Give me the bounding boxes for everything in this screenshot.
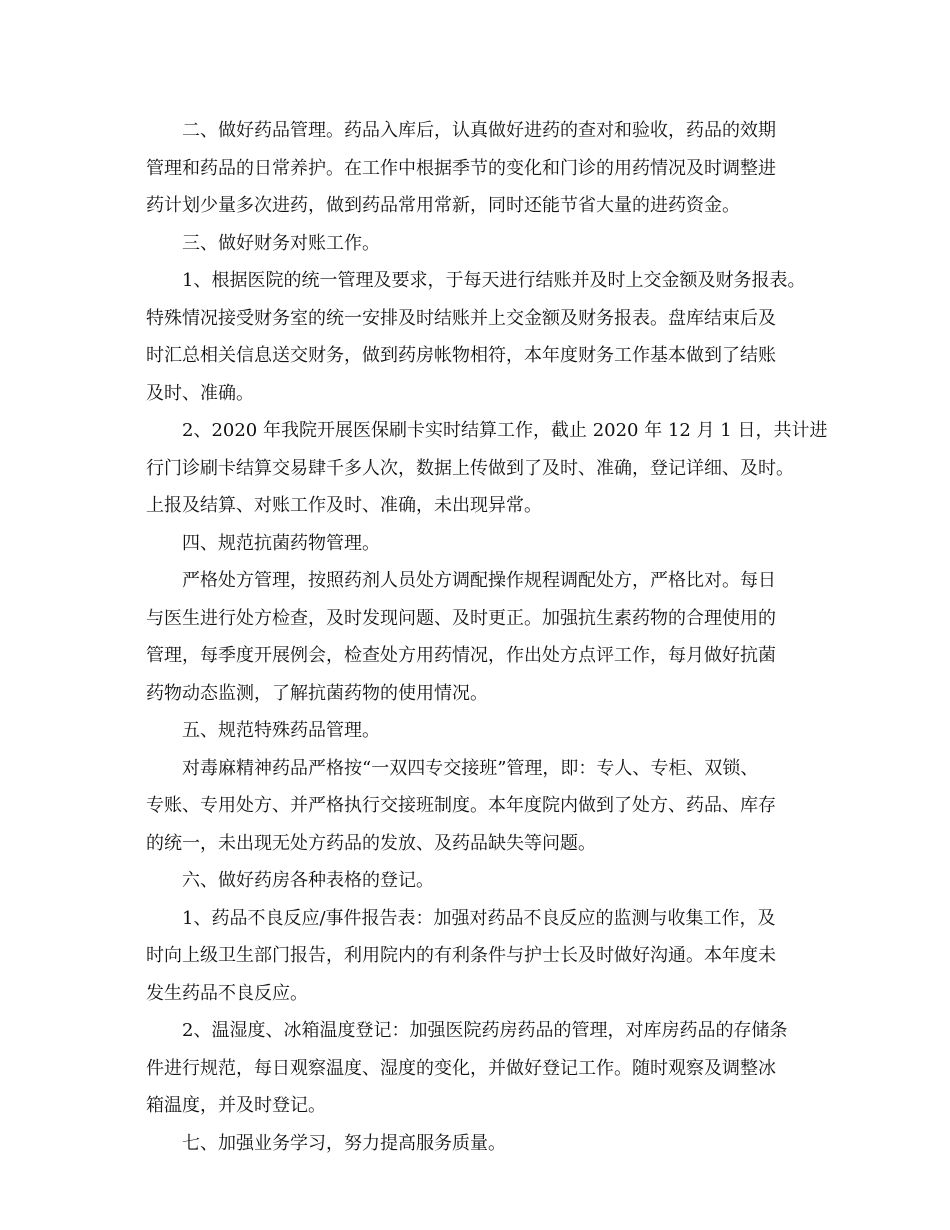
text-line: 1、药品不良反应/事件报告表：加强对药品不良反应的监测与收集工作，及: [182, 907, 776, 929]
text-line: 专账、专用处方、并严格执行交接班制度。本年度院内做到了处方、药品、库存: [146, 795, 776, 816]
text-line: 时汇总相关信息送交财务，做到药房帐物相符，本年度财务工作基本做到了结账: [146, 345, 776, 366]
text-line: 时向上级卫生部门报告，利用院内的有利条件与护士长及时做好沟通。本年度未: [146, 945, 776, 966]
text-line: 行门诊刷卡结算交易肆千多人次，数据上传做到了及时、准确，登记详细、及时。: [146, 457, 794, 479]
text-line: 及时、准确。: [146, 382, 254, 404]
text-line: 件进行规范，每日观察温度、湿度的变化，并做好登记工作。随时观察及调整冰: [146, 1057, 776, 1079]
text-line: 发生药品不良反应。: [146, 982, 308, 1004]
text-line: 2、温湿度、冰箱温度登记：加强医院药房药品的管理，对库房药品的存储条: [182, 1020, 788, 1041]
text-line: 药物动态监测，了解抗菌药物的使用情况。: [146, 682, 488, 704]
text-line: 特殊情况接受财务室的统一安排及时结账并上交金额及财务报表。盘库结束后及: [146, 307, 776, 329]
section-heading: 六、做好药房各种表格的登记。: [182, 870, 434, 891]
text-line: 药计划少量多次进药，做到药品常用常新，同时还能节省大量的进药资金。: [146, 195, 740, 216]
text-line: 管理，每季度开展例会，检查处方用药情况，作出处方点评工作，每月做好抗菌: [146, 645, 776, 666]
text-line: 对毒麻精神药品严格按“一双四专交接班”管理，即：专人、专柜、双锁、: [182, 757, 759, 779]
text-line: 2、2020 年我院开展医保刷卡实时结算工作，截止 2020 年 12 月 1 日，共计进: [182, 420, 828, 441]
text-line: 的统一，未出现无处方药品的发放、及药品缺失等问题。: [146, 832, 596, 854]
text-line: 二、做好药品管理。药品入库后，认真做好进药的查对和验收，药品的效期: [182, 120, 776, 141]
text-line: 管理和药品的日常养护。在工作中根据季节的变化和门诊的用药情况及时调整进: [146, 157, 776, 179]
section-heading: 四、规范抗菌药物管理。: [182, 532, 380, 554]
text-line: 与医生进行处方检查，及时发现问题、及时更正。加强抗生素药物的合理使用的: [146, 607, 776, 629]
section-heading: 七、加强业务学习，努力提高服务质量。: [182, 1132, 506, 1154]
section-heading: 五、规范特殊药品管理。: [182, 720, 380, 741]
text-line: 1、根据医院的统一管理及要求，于每天进行结账并及时上交金额及财务报表。: [182, 270, 806, 291]
section-heading: 三、做好财务对账工作。: [182, 232, 380, 254]
text-line: 上报及结算、对账工作及时、准确，未出现异常。: [146, 495, 542, 516]
text-line: 严格处方管理，按照药剂人员处方调配操作规程调配处方，严格比对。每日: [182, 570, 776, 591]
text-line: 箱温度，并及时登记。: [146, 1095, 326, 1116]
document-body: [146, 112, 828, 1162]
